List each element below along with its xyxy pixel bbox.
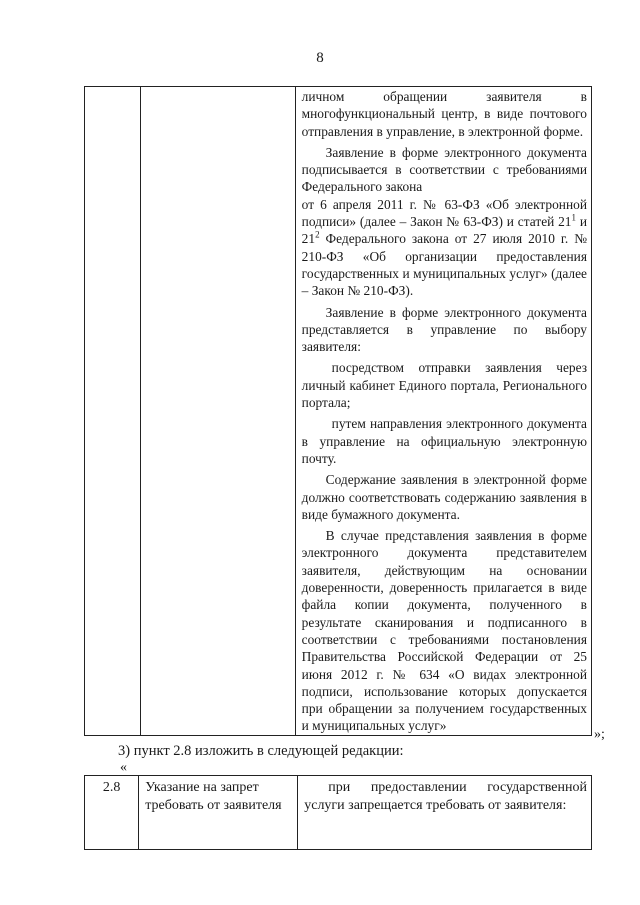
paragraph: личном обращении заявителя в многофункциональный центр, в виде почтового отправления в управление, в электронной форме. xyxy=(301,89,587,139)
page-number: 8 xyxy=(316,50,324,66)
description-text xyxy=(296,87,591,735)
paragraph: от 6 апреля 2011 г. № 63-ФЗ «Об электронной подписи» (далее – Закон № 63-ФЗ) и статей $21^1$ и $21^2$ Федерального закона от 27 июля 2010 г. № 210-ФЗ «Об организации предоставления государственных и муниципальных услуг» (далее – Закон № 210-ФЗ). xyxy=(301,196,588,299)
table-row xyxy=(85,87,592,736)
paragraph: Заявление в форме электронного документа представляется в управление по выбору заявителя: xyxy=(301,304,587,355)
amendment-instruction: 3) пункт 2.8 изложить в следующей редакции: xyxy=(118,743,404,759)
number-cell xyxy=(85,87,141,736)
paragraph: Содержание заявления в электронной форме должно соответствовать содержанию заявления в виде бумажного документа. xyxy=(301,472,587,522)
row-name: Указание на запрет требовать от заявителя xyxy=(139,776,298,850)
paragraph: В случае представления заявления в форме электронного документа представителем заявителя, действующим на основании доверенности, доверенность прилагается в виде файла копии документа, полученного в результате сканирования и подписанного в соответствии с требованиями постановления Правительства Российской Федерации от 25 июня 2012 г. № 634 «О видах электронной подписи, использование которых допускается при обращении за получением государственных и муниципальных услуг» xyxy=(301,528,587,734)
name-cell xyxy=(141,87,295,736)
list-item: путем направления электронного документа в управление на официальную электронную почту. xyxy=(301,416,587,466)
opening-quote: « xyxy=(120,760,127,775)
regulation-table-new xyxy=(84,775,592,850)
paragraph: Заявление в форме электронного документа подписывается в соответствии с требованиями Федерального закона xyxy=(301,144,587,195)
row-number: 2.8 xyxy=(85,776,139,850)
row-description: при предоставлении государственной услуги запрещается требовать от заявителя: xyxy=(298,776,592,850)
regulation-table-continued xyxy=(84,86,592,736)
description-cell xyxy=(295,87,591,736)
closing-quote: »; xyxy=(594,727,605,742)
table-row xyxy=(85,776,592,850)
list-item: посредством отправки заявления через личный кабинет Единого портала, Регионального портала; xyxy=(301,360,587,411)
